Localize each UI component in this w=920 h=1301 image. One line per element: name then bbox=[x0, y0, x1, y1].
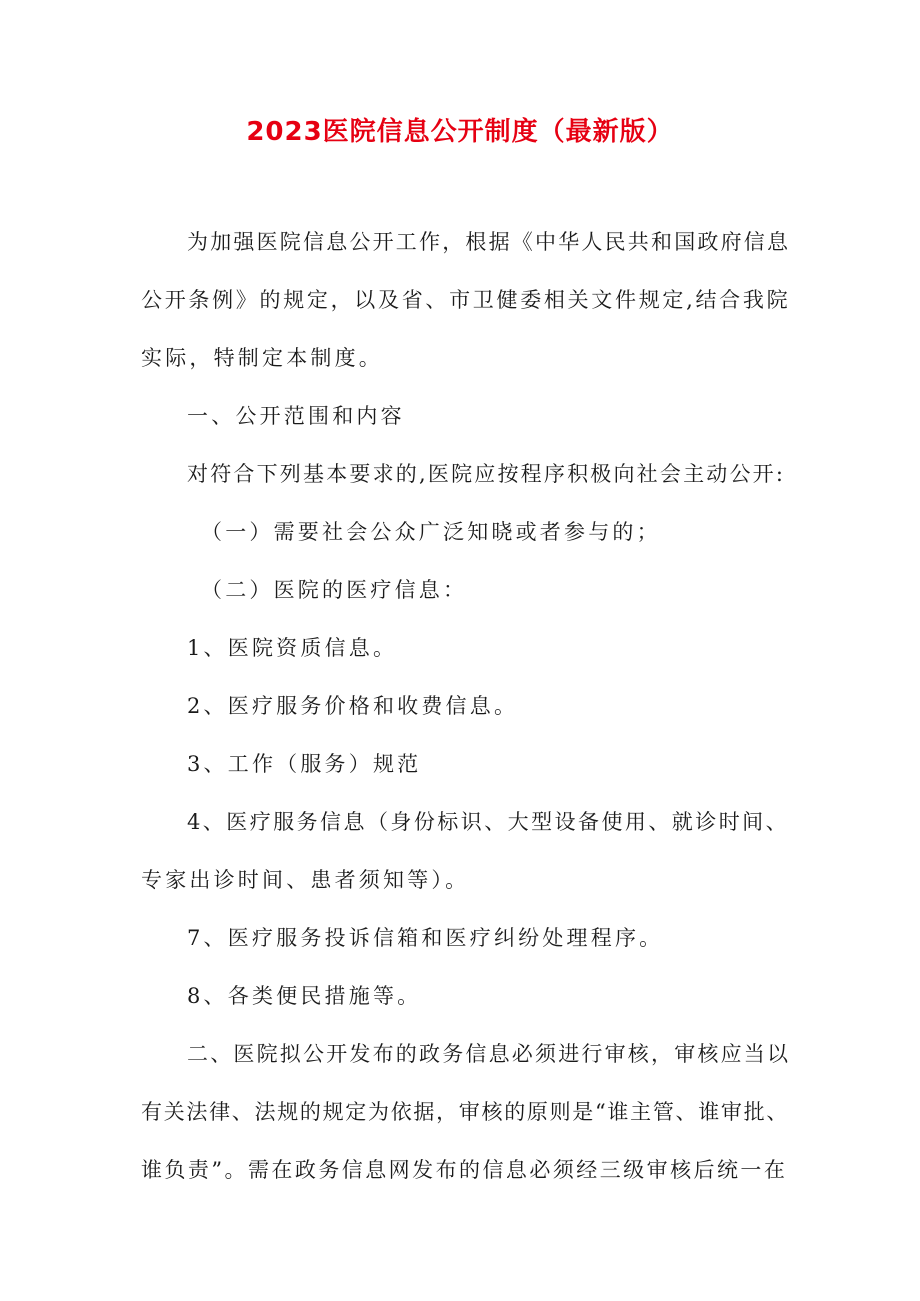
list-item-4-line-2: 专家出诊时间、患者须知等）。 bbox=[141, 868, 470, 892]
paragraph-intro-line-3: 实际，特制定本制度。 bbox=[141, 346, 383, 370]
list-item-4-line-1: 4、医疗服务信息（身份标识、大型设备使用、就诊时间、 bbox=[187, 810, 790, 834]
section-heading-scope: 一、公开范围和内容 bbox=[187, 404, 405, 428]
document-title: 2023医院信息公开制度（最新版） bbox=[246, 117, 674, 147]
list-item-sub-2: （二）医院的医疗信息： bbox=[201, 578, 468, 602]
section-two-line-3: 谁负责”。需在政务信息网发布的信息必须经三级审核后统一在 bbox=[141, 1158, 788, 1182]
paragraph-intro-line-2: 公开条例》的规定，以及省、市卫健委相关文件规定,结合我院 bbox=[141, 288, 791, 312]
list-item-1: 1、医院资质信息。 bbox=[187, 636, 398, 660]
list-item-3: 3、工作（服务）规范 bbox=[187, 752, 422, 776]
section-two-line-2: 有关法律、法规的规定为依据，审核的原则是“谁主管、谁审批、 bbox=[141, 1100, 790, 1124]
list-item-7: 7、医疗服务投诉信箱和医疗纠纷处理程序。 bbox=[187, 926, 664, 950]
paragraph-intro-line-1: 为加强医院信息公开工作，根据《中华人民共和国政府信息 bbox=[187, 230, 791, 254]
list-item-8: 8、各类便民措施等。 bbox=[187, 984, 422, 1008]
list-item-sub-1: （一）需要社会公众广泛知晓或者参与的； bbox=[201, 520, 661, 544]
section-two-line-1: 二、医院拟公开发布的政务信息必须进行审核，审核应当以 bbox=[187, 1042, 791, 1066]
paragraph-requirements: 对符合下列基本要求的,医院应按程序积极向社会主动公开: bbox=[187, 462, 786, 486]
list-item-2: 2、医疗服务价格和收费信息。 bbox=[187, 694, 519, 718]
